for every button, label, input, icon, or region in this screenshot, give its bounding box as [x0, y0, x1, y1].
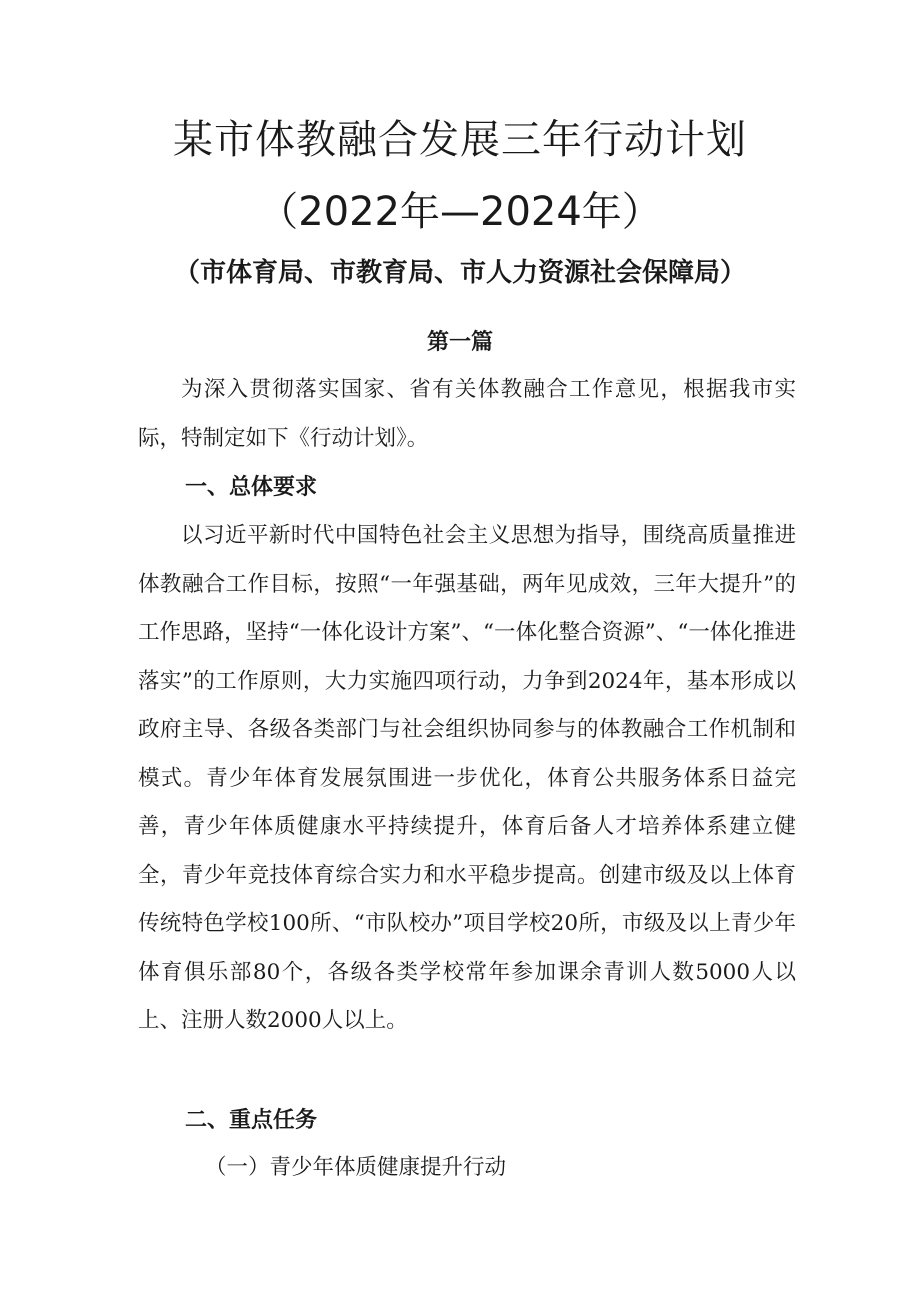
general-requirements-paragraph: 以习近平新时代中国特色社会主义思想为指导，围绕高质量推进体教融合工作目标，按照“一年强基础，两年见成效，三年大提升”的工作思路，坚持“一体化设计方案”、“一体化整合资源”、“一体化推进落实”的工作原则，大力实施四项行动，力争到2024年，基本形成以政府主导、各级各类部门与社会组织协同参与的体教融合工作机制和模式。青少年体育发展氛围进一步优化，体育公共服务体系日益完善，青少年体质健康水平持续提升，体育后备人才培养体系建立健全，青少年竞技体育综合实力和水平稳步提高。创建市级及以上体育传统特色学校100所、“市队校办”项目学校20所，市级及以上青少年体育俱乐部80个，各级各类学校常年参加课余青训人数5000人以上、注册人数2000人以上。 [138, 523, 796, 1033]
document-title: 某市体教融合发展三年行动计划 [173, 117, 747, 163]
subsection-heading-fitness-action: （一）青少年体质健康提升行动 [205, 1155, 507, 1180]
document-period: （2022年—2024年） [258, 189, 662, 235]
section-heading-key-tasks: 二、重点任务 [185, 1108, 318, 1133]
section-heading-general-requirements: 一、总体要求 [185, 475, 318, 500]
intro-paragraph: 为深入贯彻落实国家、省有关体教融合工作意见，根据我市实际，特制定如下《行动计划》。 [138, 377, 796, 451]
issuing-departments: （市体育局、市教育局、市人力资源社会保障局） [173, 258, 746, 288]
chapter-heading: 第一篇 [426, 330, 493, 355]
